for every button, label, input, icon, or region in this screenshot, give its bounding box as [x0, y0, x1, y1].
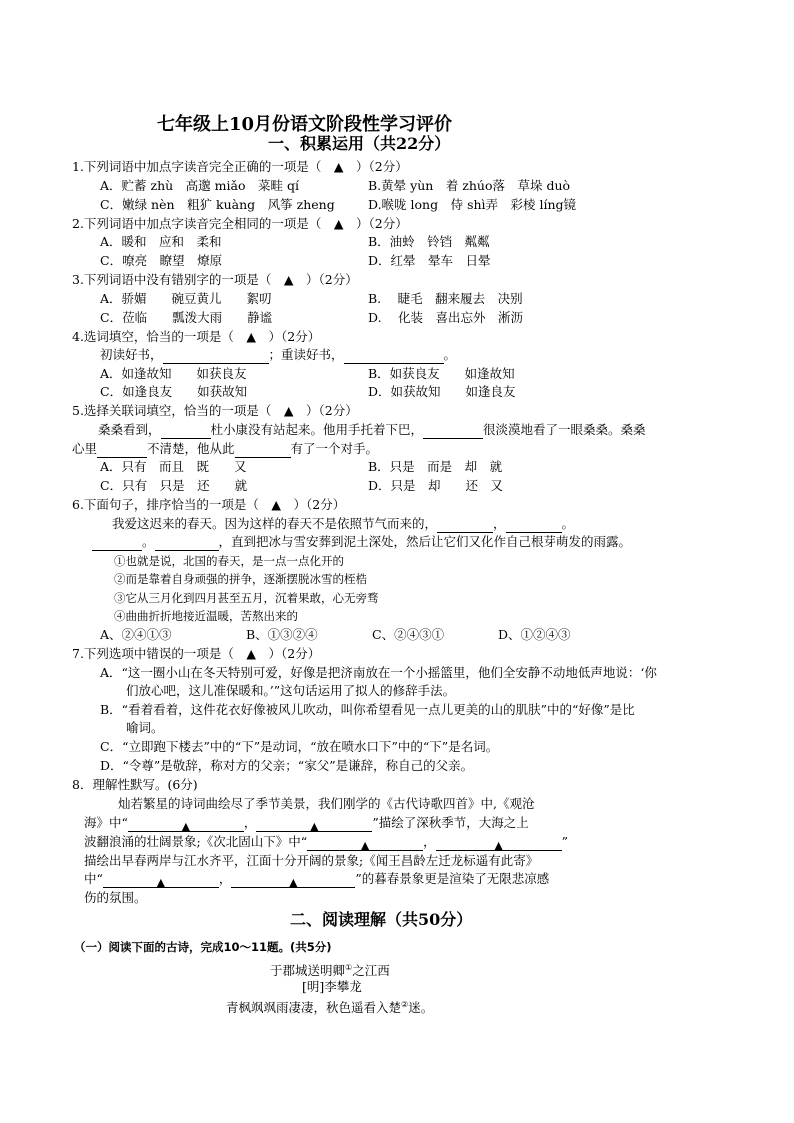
poem-text: 迷。: [408, 1000, 434, 1016]
question-5-text: 不清楚，他从此: [147, 441, 235, 456]
reading-intro: （一）阅读下面的古诗，完成10～11题。(共5分): [74, 940, 332, 954]
triangle-marker-icon: ▲: [289, 876, 298, 889]
answer-blank[interactable]: [506, 518, 562, 533]
question-6-text: 。: [142, 534, 155, 549]
answer-blank[interactable]: [423, 424, 483, 439]
question-6-line-1: [112, 515, 574, 533]
question-7-option-c: C．“立即跑下楼去”中的“下”是动词，“放在喷水口下”中的“下”是名词。: [100, 739, 499, 754]
question-8-text: ，: [423, 834, 436, 849]
question-2-option-c: C．嘹亮 瞭望 燎原: [100, 253, 223, 268]
question-6-sentence-2: ②而是靠着自身顽强的拼争，逐渐摆脱冰雪的桎梏: [114, 572, 367, 586]
question-1-option-d: D.喉咙 long 侍 shì弄 彩棱 líng镜: [368, 197, 577, 212]
question-1-option-c: C．嫩绿 nèn 粗犷 kuàng 风筝 zheng: [100, 197, 335, 212]
question-8-line-6: 伤的氛围。: [84, 890, 147, 905]
answer-blank[interactable]: [161, 424, 211, 439]
question-5-line-2: [72, 440, 378, 458]
answer-blank[interactable]: [163, 349, 269, 364]
question-4-option-d: D．如获故知 如逢良友: [368, 384, 516, 399]
triangle-marker-icon: ▲: [360, 839, 370, 852]
question-3-option-d: D. 化装 喜出忘外 淅沥: [368, 310, 524, 325]
question-5-stem: 5.选择关联词填空，恰当的一项是（ ▲ ）（2分）: [72, 403, 358, 418]
question-7-option-d: D．“令尊”是敬辞，称对方的父亲；“家父”是谦辞，称自己的父亲。: [100, 758, 474, 773]
question-8-line-1: 灿若繁星的诗词曲绘尽了季节美景，我们刚学的《古代诗歌四首》中,《观沧: [118, 796, 535, 811]
question-8-text: 波翻浪涌的壮阔景象;《次北固山下》中“: [84, 834, 308, 849]
question-5-option-b: B．只是 而是 却 就: [368, 459, 503, 474]
question-6-text: 。: [561, 516, 575, 531]
question-5-text: 心里: [72, 441, 98, 456]
question-5-option-c: C．只有 只是 还 就: [100, 478, 248, 493]
answer-blank[interactable]: [436, 836, 562, 851]
question-7-option-b-line-2: 喻词。: [126, 720, 164, 735]
footnote-marker: ①: [345, 963, 353, 972]
question-6-sentence-4: ④曲曲折折地接近温暖，苦熬出来的: [114, 609, 298, 623]
question-6-stem: 6.下面句子，排序恰当的一项是（ ▲ ）（2分）: [72, 497, 346, 512]
poem-text: 青枫飒飒雨凄凄，秋色遥看入楚: [226, 1000, 402, 1016]
question-4-option-b: B．如获良友 如逢故知: [368, 366, 515, 381]
section-heading-1: 一、积累运用（共22分）: [268, 134, 451, 153]
answer-blank[interactable]: [437, 518, 493, 533]
question-7-stem: 7.下列选项中错误的一项是（ ▲ ）（2分）: [72, 646, 321, 661]
question-2-option-a: A．暖和 应和 柔和: [100, 234, 222, 249]
question-8-text: 中“: [84, 871, 103, 886]
question-8-text: ”描绘了深秋季节，大海之上: [372, 815, 529, 830]
poem-author: [明]李攀龙: [302, 979, 362, 994]
footnote-marker: ②: [401, 1000, 409, 1009]
question-6-option-d: D、①②④③: [498, 627, 571, 642]
page-title: 七年级上10月份语文阶段性学习评价: [157, 114, 453, 135]
question-6-text: ，: [493, 516, 506, 531]
answer-blank[interactable]: [103, 873, 219, 888]
question-5-line-1: [98, 421, 646, 439]
question-6-option-a: A、②④①③: [100, 627, 172, 642]
question-8-text: ”: [561, 834, 569, 849]
question-6-sentence-3: ③它从三月化到四月甚至五月，沉着果敢，心无旁骛: [114, 591, 379, 605]
question-5-option-d: D．只是 却 还 又: [368, 478, 504, 493]
answer-blank[interactable]: [256, 817, 372, 832]
question-8-text: 海》中“: [84, 815, 128, 830]
triangle-marker-icon: ▲: [181, 820, 191, 833]
question-3-stem: 3.下列词语中没有错别字的一项是（ ▲ ）（2分）: [72, 272, 358, 287]
question-3-option-b: B. 睫毛 翻来履去 决别: [368, 291, 523, 306]
question-1-option-b: B.黄晕 yùn 着 zhúo落 草垛 duò: [368, 178, 571, 193]
question-3-option-c: C．莅临 瓢泼大雨 静谧: [100, 310, 273, 325]
question-7-option-a-line-1: A．“这一圈小山在冬天特别可爱，好像是把济南放在一个小摇篮里，他们全安静不动地低声地说：‘你: [100, 665, 657, 680]
question-8-stem: 8．理解性默写。(6分): [72, 777, 198, 792]
question-5-text: 桑桑看到，: [98, 422, 161, 437]
question-8-line-4: 描绘出早春两岸与江水齐平，江面十分开阔的景象;《闻王昌龄左迁龙标遥有此寄》: [84, 853, 539, 868]
poem-title-text: 之江西: [352, 963, 390, 979]
question-2-option-b: B．油蛉 铃铛 粼粼: [368, 234, 490, 249]
question-6-option-b: B、①③②④: [246, 627, 318, 642]
question-5-option-a: A．只有 而且 既 又: [100, 459, 247, 474]
question-8-text: ，: [218, 871, 232, 886]
question-8-text: ”的暮春景象更是渲染了无限悲凉感: [355, 871, 550, 886]
question-7-option-b-line-1: B．“看着看着，这件花衣好像被风儿吹动，叫你希望看见一点儿更美的山的肌肤”中的“好像”是比: [100, 702, 635, 717]
answer-blank[interactable]: [128, 817, 244, 832]
question-6-text: ，直到把冰与雪安葬到泥土深处，然后让它们又化作自己根芽萌发的雨露。: [218, 534, 632, 549]
triangle-marker-icon: ▲: [310, 820, 319, 833]
answer-blank[interactable]: [155, 536, 219, 551]
question-7-option-a-line-2: 们放心吧，这儿准保暖和。’”这句话运用了拟人的修辞手法。: [126, 683, 456, 698]
question-8-line-3: [84, 833, 568, 851]
question-4-fill-line: [100, 346, 456, 364]
question-4-option-a: A．如逢故知 如获良友: [100, 366, 247, 381]
question-6-text: 我爱这迟来的春天。因为这样的春天不是依照节气而来的，: [112, 516, 438, 531]
poem-title-text: 于郡城送明卿: [270, 963, 346, 979]
question-6-sentence-1: ①也就是说，北国的春天，是一点一点化开的: [114, 554, 344, 568]
answer-blank[interactable]: [97, 443, 147, 458]
question-5-text: 很淡漠地看了一眼桑桑。桑桑: [483, 422, 646, 437]
question-8-line-5: [84, 870, 549, 888]
answer-blank[interactable]: [307, 836, 423, 851]
question-5-text: 杜小康没有站起来。他用手托着下巴，: [210, 422, 424, 437]
question-6-line-2: [92, 533, 631, 551]
section-heading-2: 二、阅读理解（共50分）: [290, 910, 473, 929]
question-6-option-c: C、②④③①: [372, 627, 445, 642]
triangle-marker-icon: ▲: [156, 876, 166, 889]
question-1-option-a: A．贮蓄 zhù 高邈 miǎo 菜畦 qí: [100, 178, 299, 193]
question-4-option-c: C．如逢良友 如获故知: [100, 384, 248, 399]
question-4-text-1: 初读好书，: [100, 347, 163, 362]
question-4-text-2: ；重读好书，: [268, 347, 344, 362]
answer-blank[interactable]: [92, 536, 142, 551]
poem-line-1: [226, 996, 433, 1017]
question-8-text: ，: [243, 815, 257, 830]
answer-blank[interactable]: [231, 873, 355, 888]
answer-blank[interactable]: [235, 443, 291, 458]
poem-title: [270, 959, 390, 980]
answer-blank[interactable]: [344, 349, 444, 364]
question-5-text: 有了一个对手。: [290, 441, 379, 456]
question-4-text-3: 。: [443, 347, 457, 362]
question-1-stem: 1.下列词语中加点字读音完全正确的一项是（ ▲ ）（2分）: [72, 159, 408, 174]
question-3-option-a: A．骄媚 碗豆黄儿 絮叨: [100, 291, 272, 306]
triangle-marker-icon: ▲: [494, 839, 503, 852]
question-2-stem: 2.下列词语中加点字读音完全相同的一项是（ ▲ ）（2分）: [72, 216, 408, 231]
question-8-line-2: [84, 814, 529, 832]
question-2-option-d: D．红晕 晕车 日晕: [368, 253, 491, 268]
question-4-stem: 4.选词填空，恰当的一项是（ ▲ ）（2分）: [72, 329, 321, 344]
